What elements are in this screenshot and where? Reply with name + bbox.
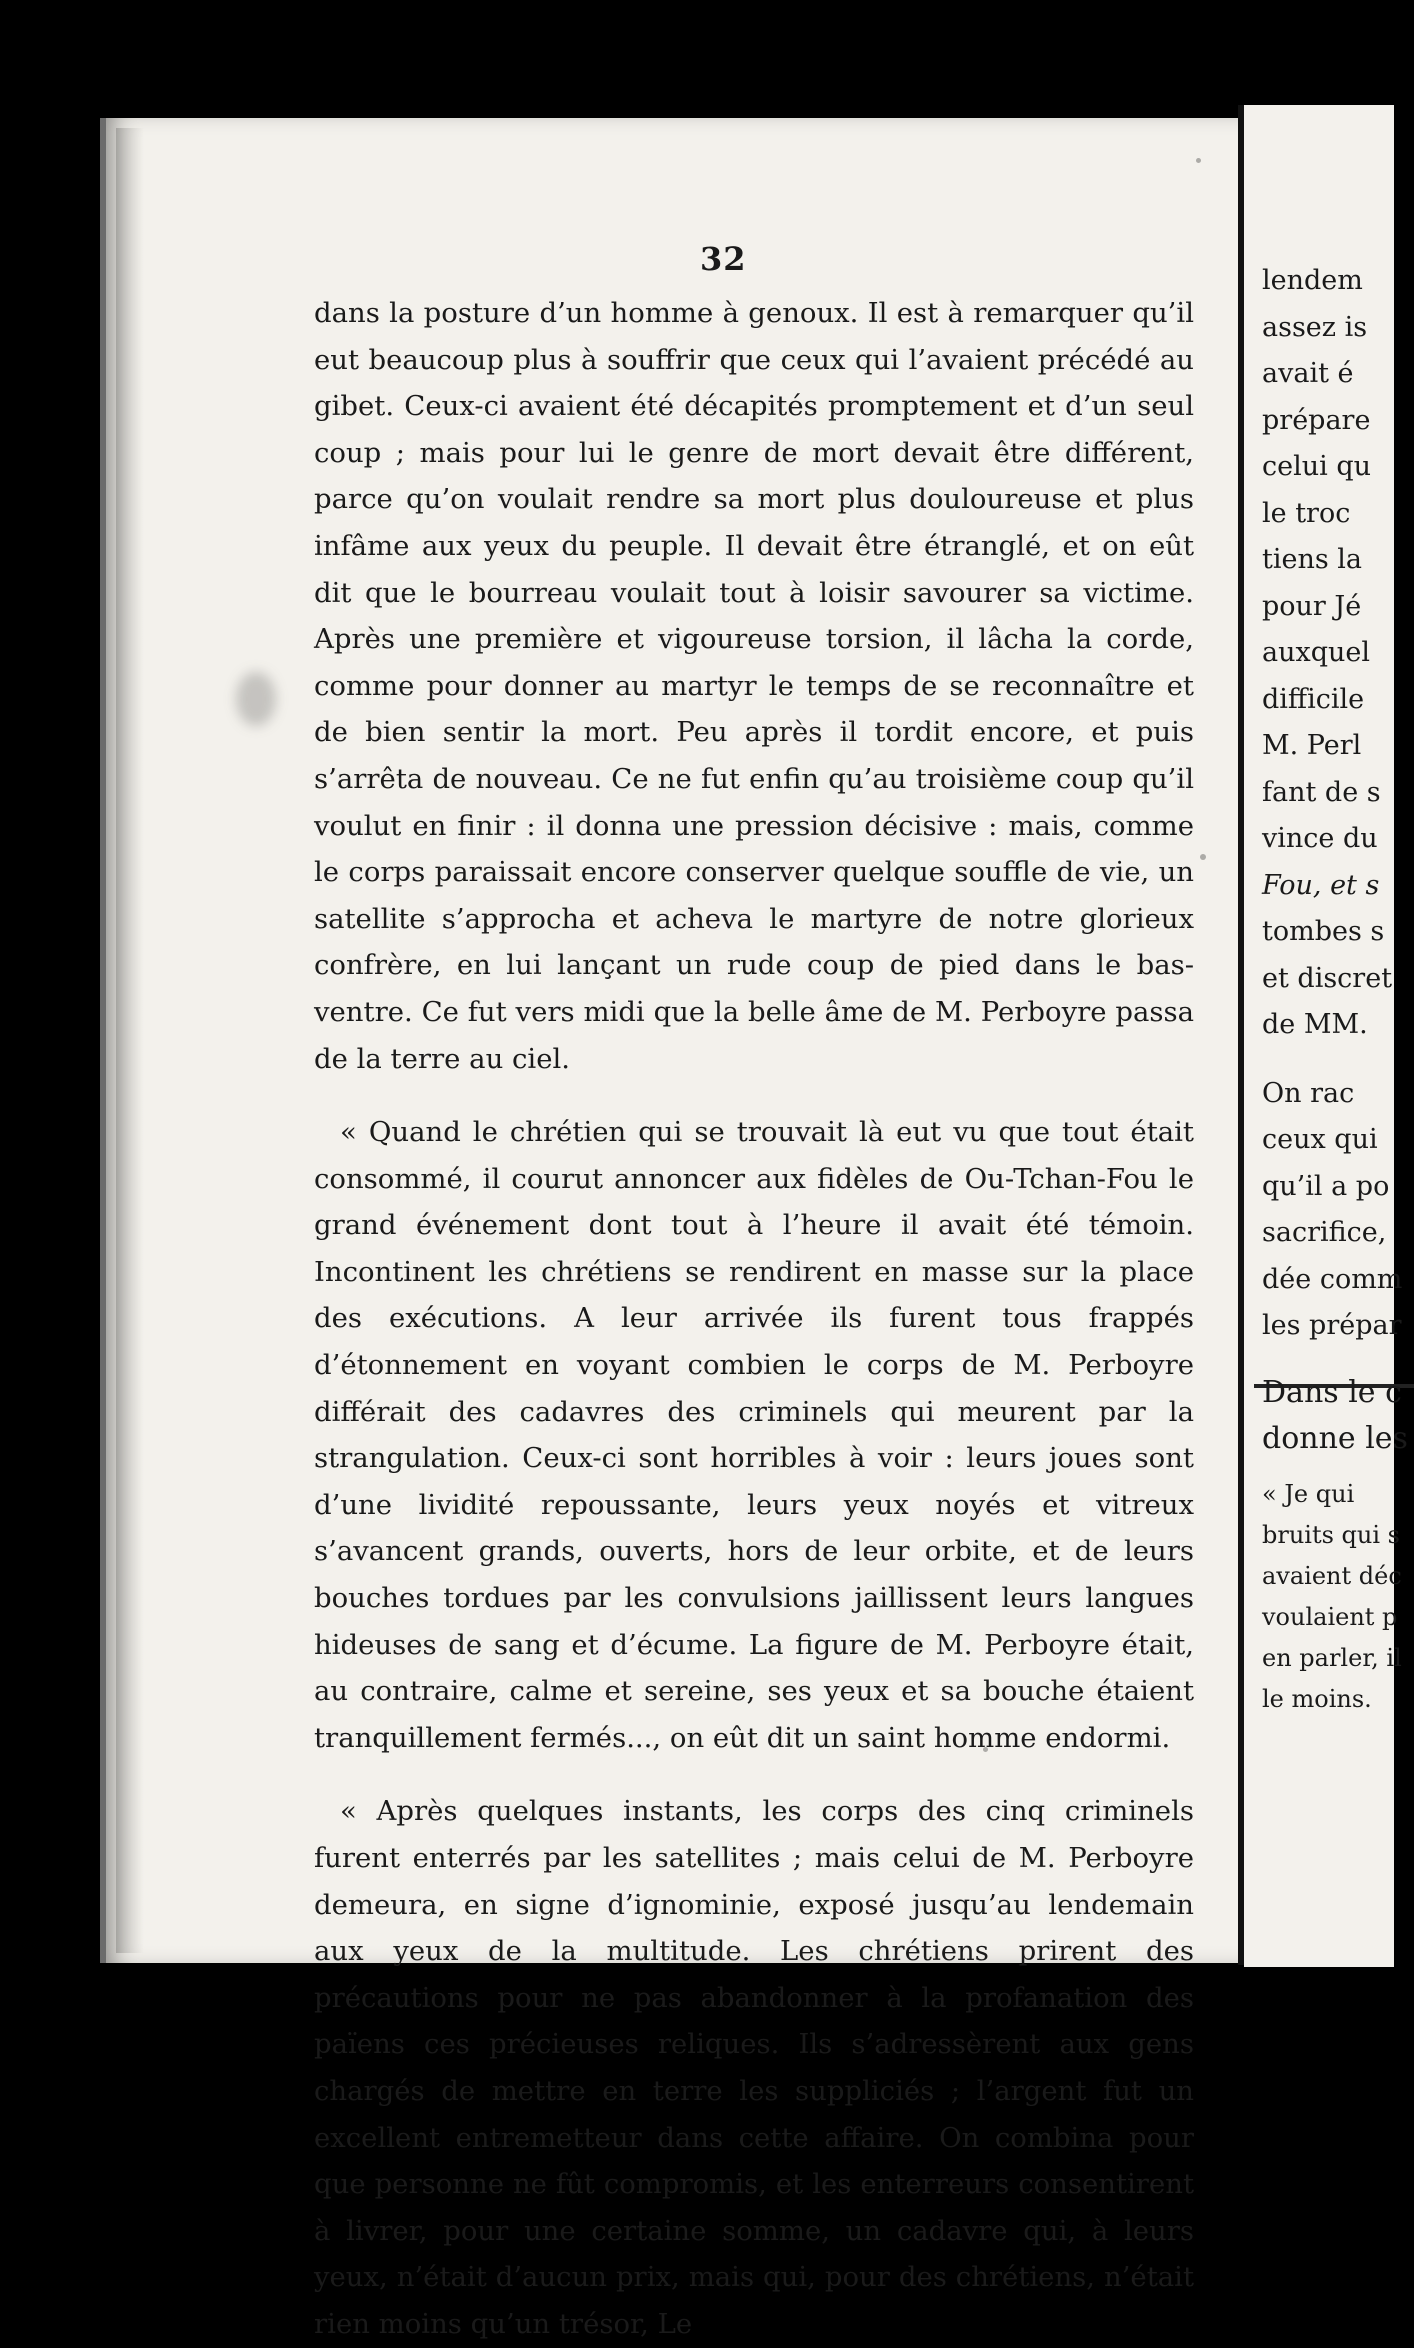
right-line: avaient déc [1262,1562,1402,1590]
right-line: qu’il a po [1262,1170,1390,1202]
paragraph-3: « Après quelques instants, les corps des cinq criminels furent enterrés par les satellites ; mais celui de M. Perboyre demeura, en signe d’ignominie, exposé jusqu’au lendemain aux yeux de la multitude. Les chrétiens prirent des précautions pour ne pas abandonner à la profanation des païens ces précieuses reliques. Ils s’adressèrent aux gens chargés de mettre en terre les suppliciés ; l’argent fut un excellent entremetteur dans cette affaire. On combina pour que personne ne fût compromis, et les enterreurs consentirent à livrer, pour une certaine somme, un cadavre qui, à leurs yeux, n’était d’aucun prix, mais qui, pour des chrétiens, n’était rien moins qu’un trésor, Le [314,1795,1194,2340]
right-line: tombes s [1262,916,1385,947]
paper-stain [236,672,276,726]
right-line: fant de s [1262,776,1381,808]
right-line: On rac [1262,1077,1355,1109]
right-line: voulaient p [1262,1603,1398,1631]
paper-speck [1200,854,1206,860]
right-line: assez is [1262,311,1368,343]
right-line: auxquel [1262,637,1370,668]
right-line: difficile [1262,683,1365,715]
right-line: le troc [1262,497,1351,529]
paragraph-1: dans la posture d’un homme à genoux. Il est à remarquer qu’il eut beaucoup plus à souffrir que ceux qui l’avaient précédé au gibet. Ceux-ci avaient été décapités promptement et d’un seul coup ; mais pour lui le genre de mort devait être différent, parce qu’on voulait rendre sa mort plus douloureuse et plus infâme aux yeux du peuple. Il devait être étranglé, et on eût dit que le bourreau voulait tout à loisir savourer sa victime. Après une première et vigoureuse torsion, il lâcha la corde, comme pour donner au martyr le temps de se reconnaître et de bien sentir la mort. Peu après il tordit encore, et puis s’arrêta de nouveau. Ce ne fut enfin qu’au troisième coup qu’il voulut en finir : il donna une pression décisive : mais, comme le corps paraissait encore conserver quelque souffle de vie, un satellite s’approcha et acheva le martyre de notre glorieux confrère, en lui lançant un rude coup de pied dans le bas-ventre. Ce fut vers midi que la belle âme de M. Perboyre passa de la terre au ciel. [314,297,1194,1075]
paper-speck [1196,158,1201,163]
right-line: M. Perl [1262,730,1362,761]
main-text [314,290,1194,2348]
right-line: celui qu [1262,451,1372,482]
right-line: tiens la [1262,544,1363,575]
right-line: et discret [1262,962,1393,994]
right-line: avait é [1262,358,1354,389]
right-line: en parler, il [1262,1644,1402,1672]
right-line: sacrifice, [1262,1217,1387,1248]
page-number: 32 [700,240,747,278]
right-line: de MM. [1262,1009,1368,1040]
right-line: lendem [1262,265,1363,296]
right-page-text [1262,258,1408,1538]
right-page-lower-text [1262,1370,1408,1720]
right-line: Fou, et s [1262,869,1380,901]
right-line: les prépar [1262,1310,1402,1341]
right-line: dée comm [1262,1263,1403,1295]
right-line: bruits qui s [1262,1521,1400,1549]
right-line: donne les [1262,1421,1408,1456]
right-line: « Je qui [1262,1480,1355,1508]
right-line: vince du [1262,823,1378,854]
right-line: Dans le c [1262,1375,1402,1410]
right-line: pour Jé [1262,590,1362,622]
right-line: le moins. [1262,1685,1372,1713]
right-line: ceux qui [1262,1124,1378,1155]
paper-speck [983,1747,988,1752]
right-line: prépare [1262,404,1371,436]
paragraph-2: « Quand le chrétien qui se trouvait là eut vu que tout était consommé, il courut annoncer aux fidèles de Ou-Tchan-Fou le grand événement dont tout à l’heure il avait été témoin. Incontinent les chrétiens se rendirent en masse sur la place des exécutions. A leur arrivée ils furent tous frappés d’étonnement en voyant combien le corps de M. Perboyre différait des cadavres des criminels qui meurent par la strangulation. Ceux-ci sont horribles à voir : leurs joues sont d’une lividité repoussante, leurs yeux noyés et vitreux s’avancent grands, ouverts, hors de leur orbite, et de leurs bouches tordues par les convulsions jaillissent leurs langues hideuses de sang et d’écume. La figure de M. Perboyre était, au contraire, calme et sereine, ses yeux et sa bouche étaient tranquillement fermés..., on eût dit un saint homme endormi. [314,1116,1194,1754]
